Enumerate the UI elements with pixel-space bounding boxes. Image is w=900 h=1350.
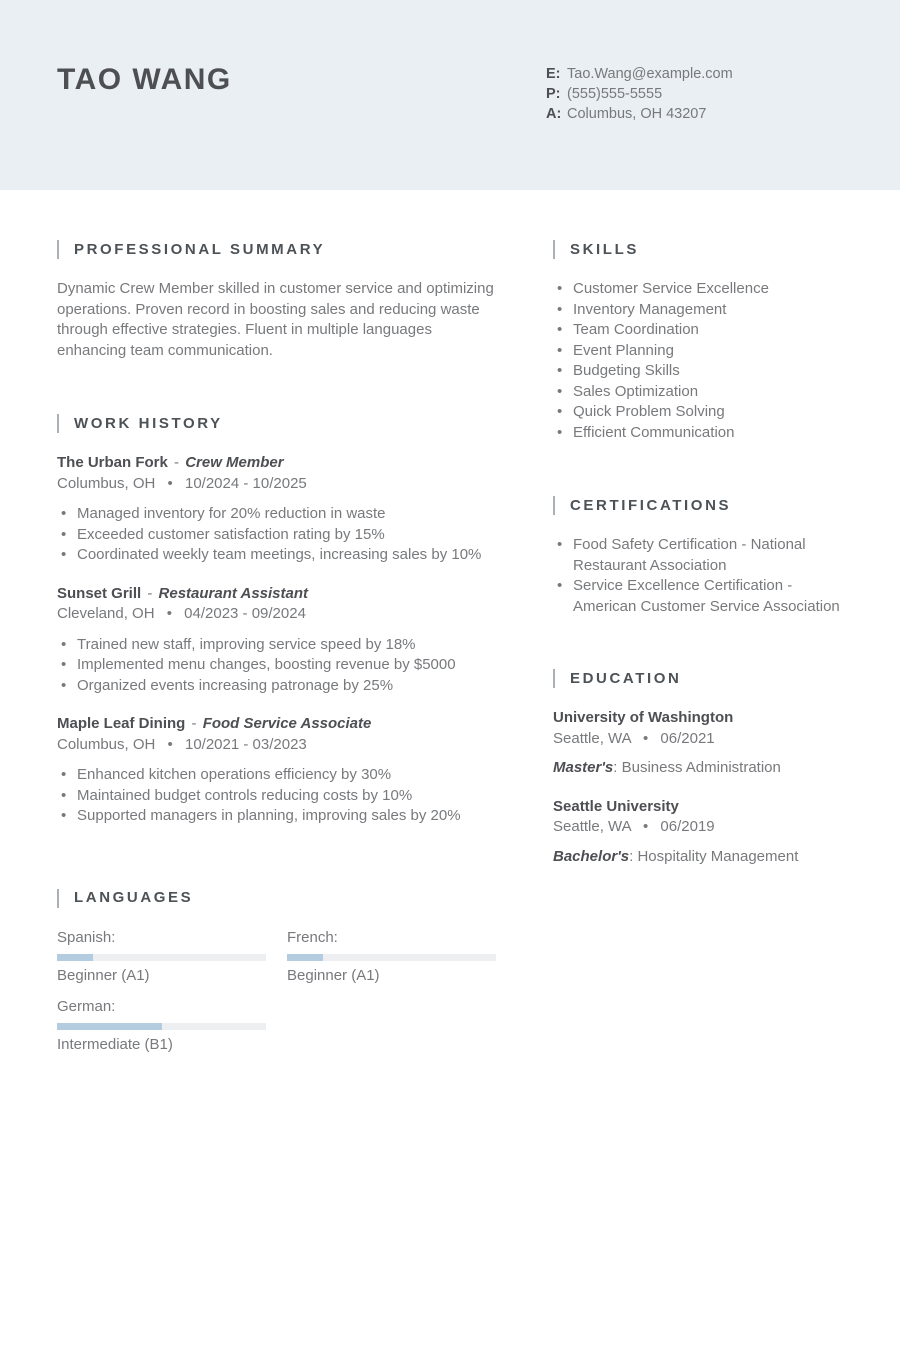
bullet-icon: • [557,423,563,441]
language-item [57,997,266,1056]
job-bullet-text: Coordinated weekly team meetings, increasing sales by 10% [77,546,482,563]
bullet-icon: • [61,676,67,694]
degree-line [553,847,843,868]
certification-item [553,576,843,617]
job-bullet-text: Implemented menu changes, boosting revenue by $5000 [77,656,456,673]
job-bullet-item [57,676,495,697]
job-title-line [57,714,495,735]
certifications-heading-label: CERTIFICATIONS [570,496,732,514]
job-role: Food Service Associate [202,715,372,732]
job-separator: - [191,715,197,732]
job-entry [57,453,495,566]
dot-separator-icon: • [166,605,172,622]
language-level: Intermediate (B1) [57,1036,173,1053]
certification-text: Service Excellence Certification - American Customer Service Association [573,577,840,615]
skill-item [553,300,843,321]
job-entry [57,584,495,697]
degree-line [553,758,843,779]
contact-value: (555)555-5555 [567,86,663,102]
contact-row [546,104,843,124]
school-meta-line [553,817,843,838]
section-languages [57,889,495,1056]
skill-item [553,279,843,300]
language-item [287,928,496,987]
language-level: Beginner (A1) [57,967,150,984]
skills-heading-label: SKILLS [570,240,639,258]
certification-text: Food Safety Certification - National Restaurant Association [573,536,806,574]
school-date: 06/2021 [660,729,715,747]
job-location: Columbus, OH [57,474,156,492]
school-date: 06/2019 [660,818,715,835]
person-name: TAO WANG [57,63,232,96]
dot-separator-icon: • [642,729,649,747]
job-title-line [57,584,495,605]
job-location: Columbus, OH [57,735,156,753]
school-name: University of Washington [553,709,734,726]
heading-bar-icon [553,496,555,515]
job-separator: - [147,584,153,602]
language-progress-fill [57,954,93,961]
language-grid [57,928,495,1056]
bullet-icon: • [61,546,67,563]
job-list [57,453,495,827]
language-name: Spanish: [57,928,116,946]
school-location: Seattle, WA [553,729,631,747]
contact-row [546,64,843,84]
skill-text: Quick Problem Solving [573,403,725,420]
education-heading [553,669,843,688]
work-history-heading-label: WORK HISTORY [74,414,223,432]
skill-text: Team Coordination [573,321,699,338]
bullet-icon: • [61,807,67,824]
job-employer: Maple Leaf Dining [57,715,186,732]
job-bullet-text: Enhanced kitchen operations efficiency by 30% [77,766,392,783]
job-bullet-text: Trained new staff, improving service speed by 18% [77,635,416,653]
skills-list [553,279,843,443]
section-skills [553,240,843,443]
job-dates: 10/2024 - 10/2025 [184,474,307,492]
certifications-list [553,535,843,617]
job-bullet-text: Organized events increasing patronage by 25% [77,676,394,694]
degree-field: : Business Administration [613,759,781,776]
job-title-line [57,453,495,474]
education-heading-label: EDUCATION [570,669,682,687]
skill-item [553,382,843,403]
contact-value: Tao.Wang@example.com [567,66,733,82]
certification-item [553,535,843,576]
work-history-heading [57,414,495,433]
job-bullet-item [57,806,495,827]
job-role: Restaurant Assistant [158,584,309,602]
skill-item [553,341,843,362]
dot-separator-icon: • [167,735,173,753]
job-bullet-list [57,635,495,697]
bullet-icon: • [557,403,563,420]
skill-item [553,402,843,423]
job-bullet-text: Maintained budget controls reducing costs by 10% [77,786,413,804]
skill-text: Efficient Communication [573,423,735,441]
bullet-icon: • [61,525,67,543]
dot-separator-icon: • [167,474,173,492]
bullet-icon: • [61,786,67,804]
contact-value: Columbus, OH 43207 [567,106,707,122]
bullet-icon: • [61,656,67,673]
heading-bar-icon [57,414,59,433]
language-name: French: [287,928,338,946]
resume-header [0,0,900,190]
job-location: Cleveland, OH [57,605,155,622]
job-separator: - [174,454,180,471]
job-bullet-item [57,525,495,546]
bullet-icon: • [557,321,563,338]
left-column [57,240,495,1056]
summary-text: Dynamic Crew Member skilled in customer service and optimizing operations. Proven record in boosting sales and reducing waste through effective strategies. Fluent in multiple languages enhancing team communication. [57,280,494,359]
job-bullet-item [57,765,495,786]
job-bullet-list [57,765,495,827]
job-role: Crew Member [185,454,284,471]
heading-bar-icon [553,669,555,688]
job-bullet-text: Exceeded customer satisfaction rating by 15% [77,525,385,543]
job-meta-line [57,474,495,495]
language-progress-fill [57,1023,162,1030]
language-progress-track [57,1023,266,1030]
bullet-icon: • [61,505,67,522]
bullet-icon: • [557,536,563,553]
school-name: Seattle University [553,797,679,815]
language-item [57,928,266,987]
languages-heading-label: LANGUAGES [74,889,194,906]
certifications-heading [553,496,843,515]
contact-label: A: [546,106,562,122]
degree-label: Bachelor's [553,847,630,865]
contact-row [546,84,843,104]
job-bullet-text: Supported managers in planning, improving sales by 20% [77,807,461,824]
language-progress-track [57,954,266,961]
job-dates: 10/2021 - 03/2023 [184,735,307,753]
summary-heading-label: PROFESSIONAL SUMMARY [74,240,326,258]
bullet-icon: • [557,382,563,400]
job-bullet-item [57,635,495,656]
language-progress-fill [287,954,323,961]
contact-block [546,62,843,190]
section-education [553,669,843,867]
skill-item [553,361,843,382]
heading-bar-icon [57,240,59,259]
school-entry [553,708,843,779]
school-entry [553,797,843,868]
skill-text: Budgeting Skills [573,362,680,379]
bullet-icon: • [557,341,563,359]
skills-heading [553,240,843,259]
section-work-history [57,414,495,827]
skill-text: Customer Service Excellence [573,280,769,297]
heading-bar-icon [57,889,59,908]
contact-label: P: [546,86,561,102]
degree-field: : Hospitality Management [629,847,799,865]
job-employer: The Urban Fork [57,454,168,471]
degree-label: Master's [553,759,614,776]
school-location: Seattle, WA [553,818,631,835]
skill-item [553,320,843,341]
section-certifications [553,496,843,617]
contact-label: E: [546,66,561,82]
job-bullet-text: Managed inventory for 20% reduction in waste [77,505,386,522]
job-dates: 04/2023 - 09/2024 [184,605,306,622]
skill-text: Sales Optimization [573,382,699,400]
skill-text: Event Planning [573,341,674,359]
job-meta-line [57,604,495,625]
language-progress-track [287,954,496,961]
dot-separator-icon: • [642,818,649,835]
school-meta-line [553,729,843,750]
job-bullet-item [57,655,495,676]
skill-item [553,423,843,444]
bullet-icon: • [557,362,563,379]
right-column [553,240,843,1056]
summary-heading [57,240,495,259]
bullet-icon: • [61,635,67,653]
heading-bar-icon [553,240,555,259]
bullet-icon: • [557,280,563,297]
section-professional-summary [57,240,495,361]
job-bullet-item [57,545,495,566]
job-entry [57,714,495,827]
languages-heading [57,889,495,908]
job-bullet-item [57,786,495,807]
resume-body [0,190,900,1056]
bullet-icon: • [557,577,563,594]
bullet-icon: • [61,766,67,783]
school-list [553,708,843,867]
job-employer: Sunset Grill [57,584,142,602]
bullet-icon: • [557,300,563,318]
job-bullet-item [57,504,495,525]
language-level: Beginner (A1) [287,967,380,984]
skill-text: Inventory Management [573,300,727,318]
language-name: German: [57,997,116,1015]
job-bullet-list [57,504,495,566]
job-meta-line [57,735,495,756]
